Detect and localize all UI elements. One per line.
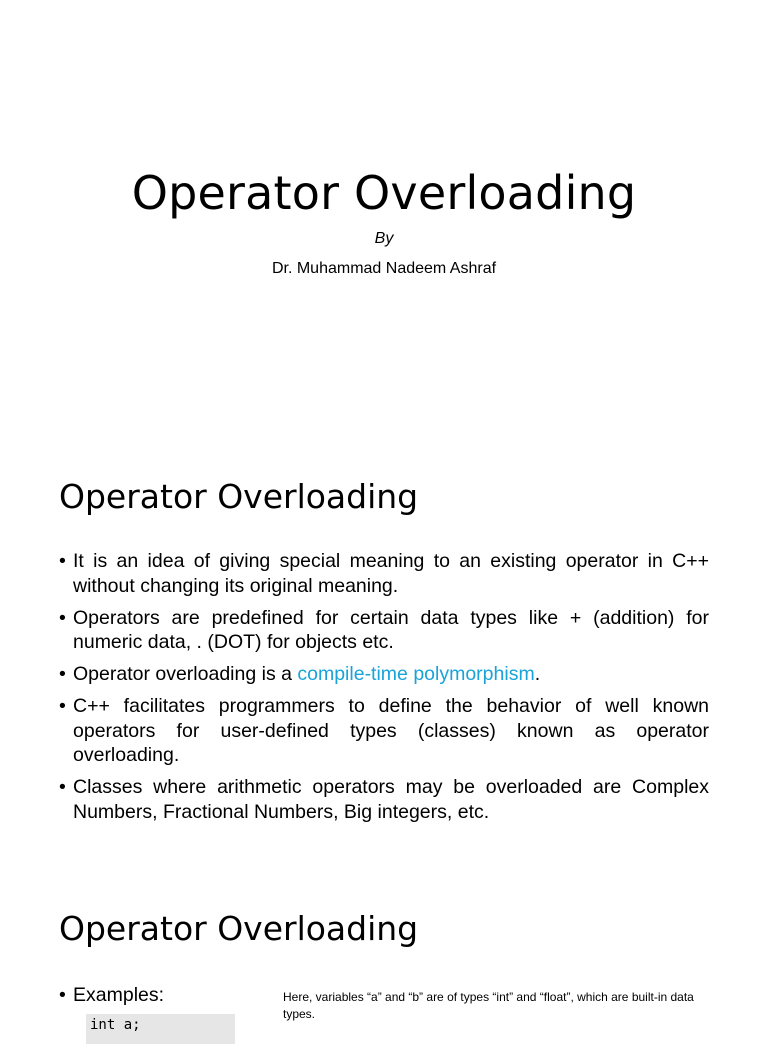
- slide-heading: Operator Overloading: [59, 909, 419, 948]
- author-name: Dr. Muhammad Nadeem Ashraf: [271, 260, 497, 277]
- side-note: Here, variables “a” and “b” are of types “int” and “float”, which are built-in data types.: [283, 990, 694, 1021]
- slide-title: Operator Overloading: [131, 166, 637, 220]
- bullet-icon: •: [59, 663, 66, 685]
- bullet-list: [59, 549, 709, 832]
- bullet-item: [59, 549, 709, 598]
- bullet-item: [59, 606, 709, 655]
- examples-label: Examples:: [73, 984, 165, 1006]
- bullet-item: [59, 775, 709, 824]
- bullet-icon: •: [59, 550, 66, 572]
- bullet-text: C++ facilitates programmers to define the behavior of well known operators for user-defined types (classes) known as operator overloading.: [73, 695, 709, 766]
- code-snippet: int a;: [86, 1014, 235, 1044]
- slide-heading: Operator Overloading: [59, 477, 419, 516]
- bullet-text: Operators are predefined for certain data types like + (addition) for numeric data, . (DOT) for objects etc.: [73, 606, 709, 653]
- examples-slide: [0, 864, 768, 1033]
- bullet-icon: •: [59, 984, 66, 1006]
- bullet-text: Classes where arithmetic operators may be overloaded are Complex Numbers, Fractional Numbers, Big integers, etc.: [73, 776, 709, 823]
- bullet-text-before: Operator overloading is a: [73, 663, 298, 685]
- bullet-item: [59, 694, 709, 768]
- bullet-icon: •: [59, 606, 66, 629]
- bullet-text-after: .: [534, 663, 541, 685]
- bullet-icon: •: [59, 695, 66, 717]
- title-slide: [0, 0, 768, 432]
- by-label: By: [374, 230, 394, 247]
- polymorphism-link[interactable]: compile-time polymorphism: [297, 663, 535, 685]
- examples-list: [59, 983, 164, 1007]
- bullet-item: [59, 983, 164, 1007]
- bullet-item: [59, 662, 709, 687]
- bullet-icon: •: [59, 776, 66, 798]
- content-slide: [0, 432, 768, 864]
- bullet-text: It is an idea of giving special meaning to an existing operator in C++ without changing its original meaning.: [73, 550, 709, 597]
